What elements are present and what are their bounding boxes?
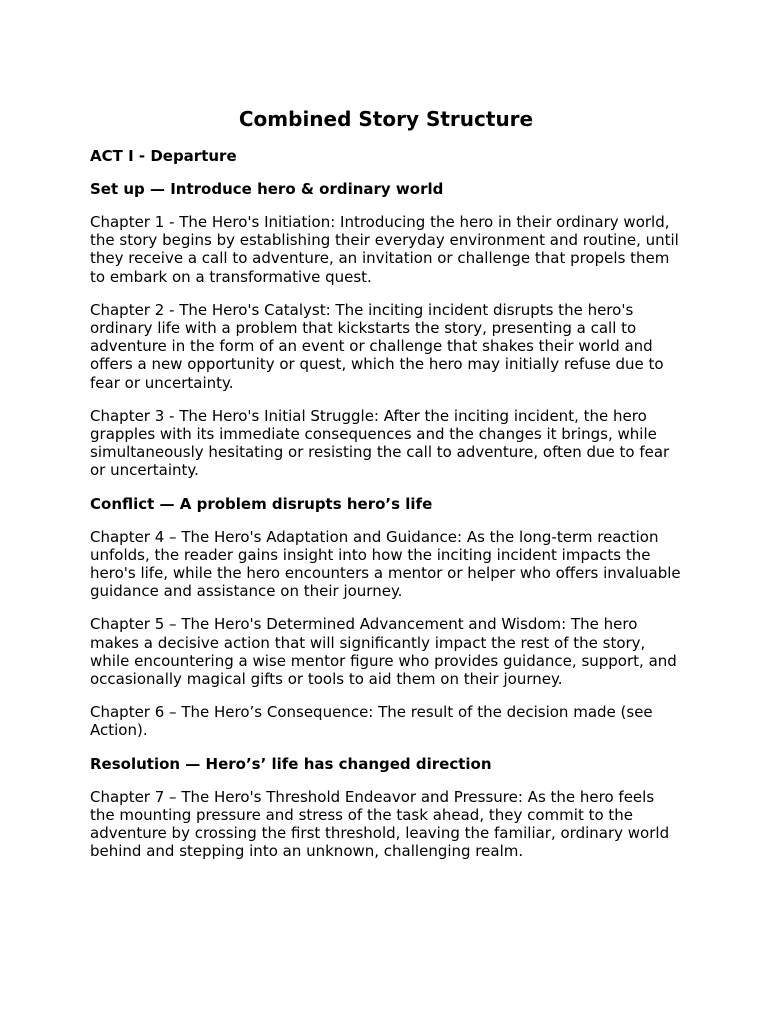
chapter-3-paragraph: Chapter 3 - The Hero's Initial Struggle: After the inciting incident, the hero grapples with its immediate consequences and the changes it brings, while simultaneously hesitating or resisting the call to adventure, often due to fear or uncertainty. bbox=[90, 406, 670, 480]
chapter-2-paragraph: Chapter 2 - The Hero's Catalyst: The inciting incident disrupts the hero's ordinary life with a problem that kickstarts the story, presenting a call to adventure in the form of an event or challenge that shakes their world and offers a new opportunity or quest, which the hero may initially refuse due to fear or uncertainty. bbox=[90, 300, 664, 392]
section-setup bbox=[90, 180, 682, 480]
chapter-6-paragraph: Chapter 6 – The Hero’s Consequence: The result of the decision made (see Action). bbox=[90, 703, 653, 740]
section-conflict bbox=[90, 495, 682, 740]
act-heading: ACT I - Departure bbox=[90, 147, 237, 165]
document-page bbox=[90, 105, 682, 875]
section-heading: Resolution — Hero’s’ life has changed direction bbox=[90, 754, 492, 773]
document-title: Combined Story Structure bbox=[238, 107, 534, 131]
chapter-4-paragraph: Chapter 4 – The Hero's Adaptation and Guidance: As the long-term reaction unfolds, the reader gains insight into how the inciting incident impacts the hero's life, while the hero encounters a mentor or helper who offers invaluable guidance and assistance on their journey. bbox=[90, 527, 681, 601]
section-heading: Set up — Introduce hero & ordinary world bbox=[90, 180, 444, 198]
chapter-1-paragraph: Chapter 1 - The Hero's Initiation: Introducing the hero in their ordinary world, the story begins by establishing their everyday environment and routine, until they receive a call to adventure, an invitation or challenge that propels them to embark on a transformative quest. bbox=[90, 213, 679, 286]
chapter-7-paragraph: Chapter 7 – The Hero's Threshold Endeavor and Pressure: As the hero feels the mounting pressure and stress of the task ahead, they commit to the adventure by crossing the first threshold, leaving the familiar, ordinary world behind and stepping into an unknown, challenging realm. bbox=[90, 787, 670, 861]
section-heading: Conflict — A problem disrupts hero’s life bbox=[90, 494, 433, 513]
chapter-5-paragraph: Chapter 5 – The Hero's Determined Advancement and Wisdom: The hero makes a decisive action that will significantly impact the rest of the story, while encountering a wise mentor figure who provides guidance, support, and occasionally magical gifts or tools to aid them on their journey. bbox=[90, 615, 677, 689]
section-resolution bbox=[90, 755, 682, 861]
